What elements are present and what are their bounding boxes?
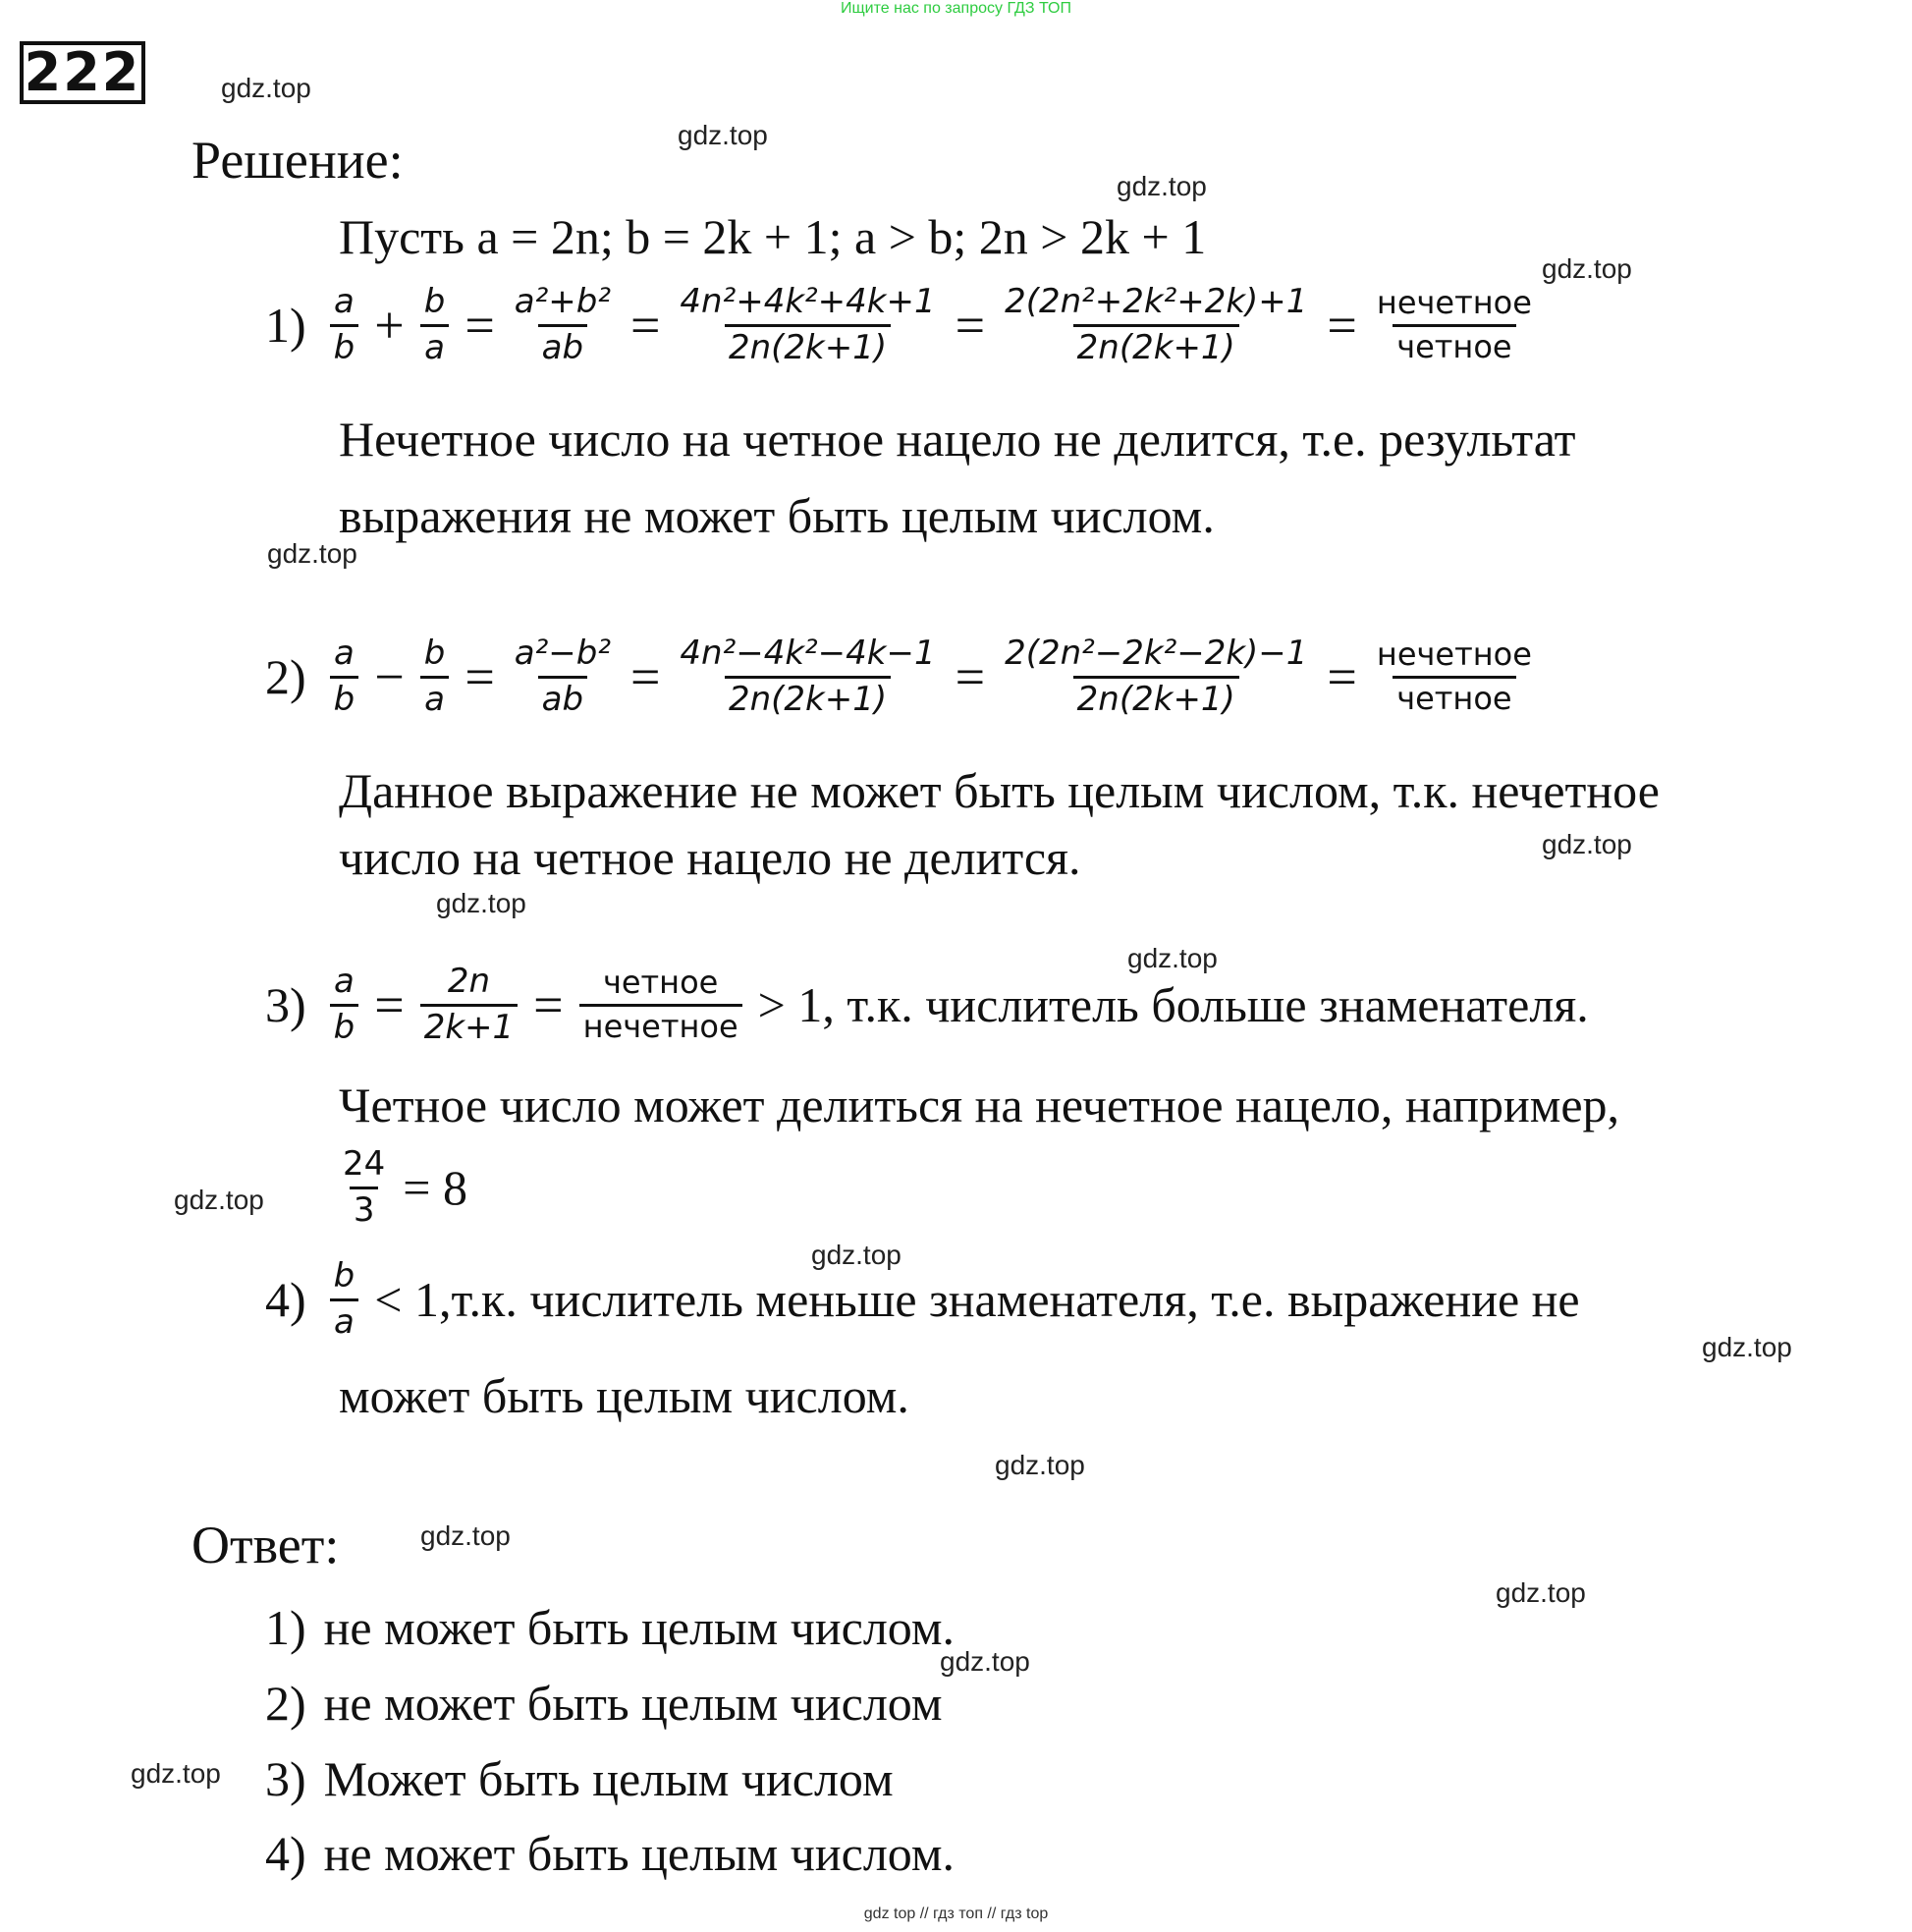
watermark: gdz.top bbox=[436, 888, 526, 918]
part2-formula: 2) $\frac{a}{b}$ − $\frac{b}{a}$ = $\frac{\text{a²−b²}}{ab}$ = $\frac{\text{4n²−4k²−4k−1}}{2n(2k+1)}$ = $\frac{\text{2(2n²−2k²−2k)−1}}{2n(2k+1)}$ = $\frac{\text{нечетное}}{\text{четное}}$ bbox=[265, 636, 1542, 717]
part1-label: 1) bbox=[265, 298, 306, 354]
part2-label: 2) bbox=[265, 649, 306, 705]
watermark: gdz.top bbox=[174, 1185, 264, 1215]
fraction-denominator: b bbox=[330, 676, 359, 718]
part1-text-line1: Нечетное число на четное нацело не делится, т.е. результат bbox=[339, 412, 1576, 467]
part3-text-line1: Четное число может делиться на нечетное нацело, например, bbox=[339, 1077, 1620, 1132]
answer-item bbox=[265, 1675, 943, 1732]
fraction-denominator: a bbox=[330, 1298, 358, 1341]
fraction-numerator: 4n²+4k²+4k+1 bbox=[680, 282, 936, 321]
fraction-denominator: ab bbox=[538, 324, 587, 366]
fraction-numerator: 24 bbox=[343, 1144, 386, 1184]
fraction-denominator: a bbox=[420, 676, 449, 718]
part1-text-line2: выражения не может быть целым числом. bbox=[339, 488, 1215, 543]
example-result: = 8 bbox=[403, 1160, 467, 1216]
fraction-numerator: 2(2n²−2k²−2k)−1 bbox=[1005, 634, 1308, 673]
watermark: gdz.top bbox=[1127, 943, 1218, 973]
part3-formula: 3) $\frac{a}{b}$ = $\frac{2n}{2k+1}$ = $\frac{\text{четное}}{\text{нечетное}}$ > 1, т.к. числитель больше знаменателя. bbox=[265, 962, 1589, 1047]
part3-label: 3) bbox=[265, 977, 306, 1033]
fraction-numerator: 2(2n²+2k²+2k)+1 bbox=[1005, 282, 1308, 321]
fraction-denominator: b bbox=[330, 1004, 359, 1046]
fraction-numerator: a bbox=[334, 282, 355, 321]
fraction-numerator: b bbox=[423, 634, 446, 673]
watermark: gdz.top bbox=[1117, 171, 1207, 201]
fraction-denominator: b bbox=[330, 324, 359, 366]
fraction-numerator: a bbox=[334, 962, 355, 1001]
watermark: gdz.top bbox=[1542, 829, 1632, 859]
part3-tail: > 1, т.к. числитель больше знаменателя. bbox=[757, 977, 1589, 1033]
answer-label: 1) bbox=[265, 1600, 306, 1655]
watermark: gdz.top bbox=[1542, 253, 1632, 284]
answer-heading: Ответ: bbox=[191, 1516, 340, 1574]
top-banner: Ищите нас по запросу ГДЗ ТОП bbox=[841, 0, 1071, 17]
fraction-denominator: четное bbox=[1393, 324, 1515, 364]
fraction-denominator: 2n(2k+1) bbox=[1073, 324, 1239, 366]
fraction-denominator: 2k+1 bbox=[420, 1004, 518, 1046]
fraction-numerator: четное bbox=[602, 964, 719, 1002]
answer-item bbox=[265, 1750, 894, 1807]
fraction-denominator: 2n(2k+1) bbox=[725, 324, 891, 366]
part2-text-line2: число на четное нацело не делится. bbox=[339, 830, 1081, 885]
answer-label: 3) bbox=[265, 1751, 306, 1806]
answer-text: не может быть целым числом. bbox=[323, 1826, 955, 1881]
fraction-numerator: 4n²−4k²−4k−1 bbox=[680, 634, 936, 673]
answer-text: не может быть целым числом bbox=[323, 1676, 943, 1731]
answer-text: не может быть целым числом. bbox=[323, 1600, 955, 1655]
watermark: gdz.top bbox=[1496, 1577, 1586, 1608]
fraction-numerator: a bbox=[334, 634, 355, 673]
watermark: gdz.top bbox=[1702, 1332, 1792, 1362]
fraction-numerator: b bbox=[423, 282, 446, 321]
fraction-denominator: нечетное bbox=[579, 1004, 742, 1044]
watermark: gdz.top bbox=[678, 120, 768, 150]
watermark: gdz.top bbox=[267, 538, 357, 569]
watermark: gdz.top bbox=[940, 1646, 1030, 1677]
fraction-denominator: четное bbox=[1393, 676, 1515, 716]
fraction-denominator: 3 bbox=[350, 1187, 379, 1229]
intro-line: Пусть a = 2n; b = 2k + 1; a > b; 2n > 2k + 1 bbox=[339, 209, 1207, 264]
part3-example bbox=[333, 1144, 467, 1230]
watermark: gdz.top bbox=[420, 1520, 511, 1551]
answer-label: 2) bbox=[265, 1676, 306, 1731]
operator: + bbox=[374, 296, 405, 356]
answer-item bbox=[265, 1599, 955, 1656]
watermark: gdz.top bbox=[131, 1758, 221, 1789]
watermark: gdz.top bbox=[995, 1450, 1085, 1480]
operator: − bbox=[374, 647, 405, 707]
fraction-numerator: нечетное bbox=[1376, 635, 1532, 674]
fraction-denominator: 2n(2k+1) bbox=[1073, 676, 1239, 718]
fraction-numerator: 2n bbox=[447, 962, 491, 1001]
fraction-numerator: a²+b² bbox=[514, 282, 611, 321]
watermark: gdz.top bbox=[811, 1240, 901, 1270]
part4-tail: < 1,т.к. числитель меньше знаменателя, т.е. выражение не bbox=[374, 1272, 1580, 1328]
fraction-numerator: b bbox=[333, 1256, 355, 1296]
fraction-denominator: 2n(2k+1) bbox=[725, 676, 891, 718]
watermark: gdz.top bbox=[221, 73, 311, 103]
part4-text-line2: может быть целым числом. bbox=[339, 1368, 909, 1423]
answer-text: Может быть целым числом bbox=[323, 1751, 894, 1806]
part1-formula: 1) $\frac{a}{b}$ + $\frac{b}{a}$ = $\frac{\text{a²+b²}}{ab}$ = $\frac{\text{4n²+4k²+4k+1}}{2n(2k+1)}$ = $\frac{\text{2(2n²+2k²+2k)+1}}{2n(2k+1)}$ = $\frac{\text{нечетное}}{\text{четное}}$ bbox=[265, 285, 1542, 365]
fraction-denominator: ab bbox=[538, 676, 587, 718]
footer: gdz top // гдз топ // гдз top bbox=[863, 1905, 1049, 1922]
part4-formula bbox=[265, 1256, 1580, 1342]
part4-label: 4) bbox=[265, 1272, 306, 1328]
solution-heading: Решение: bbox=[191, 131, 404, 190]
fraction-numerator: a²−b² bbox=[514, 634, 611, 673]
answer-item bbox=[265, 1825, 955, 1882]
answer-label: 4) bbox=[265, 1826, 306, 1881]
task-number: 222 bbox=[20, 41, 145, 104]
fraction-denominator: a bbox=[420, 324, 449, 366]
fraction-numerator: нечетное bbox=[1376, 284, 1532, 322]
part2-text-line1: Данное выражение не может быть целым числом, т.к. нечетное bbox=[339, 763, 1660, 818]
